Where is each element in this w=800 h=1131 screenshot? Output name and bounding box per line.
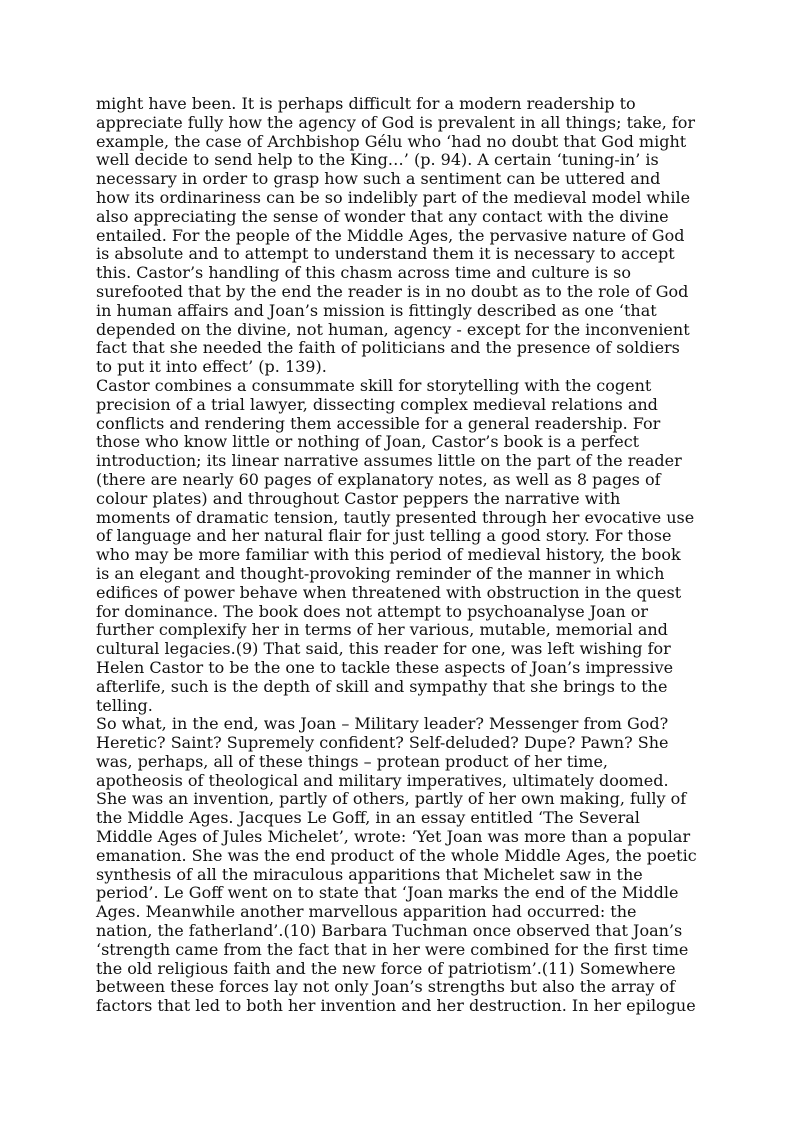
text-line: well decide to send help to the King…’ (p. 94). A certain ‘tuning-in’ is bbox=[96, 150, 659, 170]
text-line: might have been. It is perhaps difficult for a modern readership to bbox=[96, 94, 636, 113]
paragraph-3 bbox=[96, 715, 716, 1016]
text-line: She was an invention, partly of others, partly of her own making, fully of bbox=[96, 789, 687, 809]
text-line: for dominance. The book does not attempt to psychoanalyse Joan or bbox=[96, 601, 649, 621]
text-line: those who know little or nothing of Joan, Castor’s book is a perfect bbox=[96, 432, 640, 452]
text-line: who may be more familiar with this period of medieval history, the book bbox=[96, 545, 681, 565]
text-line: this. Castor’s handling of this chasm across time and culture is so bbox=[96, 263, 631, 283]
text-line: was, perhaps, all of these things – protean product of her time, bbox=[96, 751, 609, 771]
text-line: example, the case of Archbishop Gélu who ‘had no doubt that God might bbox=[96, 131, 687, 151]
paragraph-1 bbox=[96, 95, 716, 377]
text-line: Ages. Meanwhile another marvellous apparition had occurred: the bbox=[96, 902, 637, 922]
text-line: Castor combines a consummate skill for storytelling with the cogent bbox=[96, 375, 652, 395]
text-line: surefooted that by the end the reader is in no doubt as to the role of God bbox=[96, 281, 689, 301]
text-line: afterlife, such is the depth of skill and sympathy that she brings to the bbox=[96, 676, 668, 696]
text-line: telling. bbox=[96, 695, 153, 715]
text-line: to put it into effect’ (p. 139). bbox=[96, 357, 327, 377]
text-line: also appreciating the sense of wonder that any contact with the divine bbox=[96, 206, 669, 226]
text-line: in human affairs and Joan’s mission is fittingly described as one ‘that bbox=[96, 300, 657, 320]
text-line: necessary in order to grasp how such a sentiment can be uttered and bbox=[96, 169, 661, 189]
text-line: conflicts and rendering them accessible for a general readership. For bbox=[96, 413, 661, 433]
document-body bbox=[96, 95, 716, 1016]
text-line: fact that she needed the faith of politicians and the presence of soldiers bbox=[96, 338, 680, 358]
text-line: colour plates) and throughout Castor peppers the narrative with bbox=[96, 488, 621, 508]
text-line: Heretic? Saint? Supremely confident? Self-deluded? Dupe? Pawn? She bbox=[96, 733, 669, 753]
text-line: appreciate fully how the agency of God is prevalent in all things; take, for bbox=[96, 112, 696, 132]
text-line: introduction; its linear narrative assumes little on the part of the reader bbox=[96, 451, 682, 471]
text-line: depended on the divine, not human, agency - except for the inconvenient bbox=[96, 319, 690, 339]
text-line: synthesis of all the miraculous apparitions that Michelet saw in the bbox=[96, 864, 643, 884]
text-line: factors that led to both her invention and her destruction. In her epilogue bbox=[96, 996, 696, 1016]
text-line: (there are nearly 60 pages of explanatory notes, as well as 8 pages of bbox=[96, 469, 661, 489]
text-line: between these forces lay not only Joan’s strengths but also the array of bbox=[96, 977, 676, 997]
text-line: further complexify her in terms of her various, mutable, memorial and bbox=[96, 620, 668, 640]
text-line: is absolute and to attempt to understand them it is necessary to accept bbox=[96, 244, 675, 264]
text-line: precision of a trial lawyer, dissecting complex medieval relations and bbox=[96, 394, 658, 414]
text-line: period’. Le Goff went on to state that ‘Joan marks the end of the Middle bbox=[96, 883, 679, 903]
text-line: apotheosis of theological and military imperatives, ultimately doomed. bbox=[96, 770, 669, 790]
text-line: how its ordinariness can be so indelibly part of the medieval model while bbox=[96, 187, 691, 207]
text-line: Middle Ages of Jules Michelet’, wrote: ‘Yet Joan was more than a popular bbox=[96, 827, 691, 847]
text-line: emanation. She was the end product of the whole Middle Ages, the poetic bbox=[96, 845, 697, 865]
text-line: cultural legacies.(9) That said, this reader for one, was left wishing for bbox=[96, 639, 671, 659]
text-line: moments of dramatic tension, tautly presented through her evocative use bbox=[96, 507, 695, 527]
text-line: edifices of power behave when threatened with obstruction in the quest bbox=[96, 582, 682, 602]
text-line: of language and her natural flair for just telling a good story. For those bbox=[96, 526, 672, 546]
text-line: Helen Castor to be the one to tackle these aspects of Joan’s impressive bbox=[96, 657, 674, 677]
text-line: entailed. For the people of the Middle Ages, the pervasive nature of God bbox=[96, 225, 685, 245]
text-line: ‘strength came from the fact that in her were combined for the first time bbox=[96, 939, 689, 959]
text-line: So what, in the end, was Joan – Military leader? Messenger from God? bbox=[96, 714, 669, 734]
text-line: nation, the fatherland’.(10) Barbara Tuchman once observed that Joan’s bbox=[96, 921, 683, 941]
paragraph-2 bbox=[96, 377, 716, 715]
text-line: is an elegant and thought-provoking reminder of the manner in which bbox=[96, 563, 665, 583]
text-line: the old religious faith and the new force of patriotism’.(11) Somewhere bbox=[96, 958, 676, 978]
text-line: the Middle Ages. Jacques Le Goff, in an essay entitled ‘The Several bbox=[96, 808, 640, 828]
